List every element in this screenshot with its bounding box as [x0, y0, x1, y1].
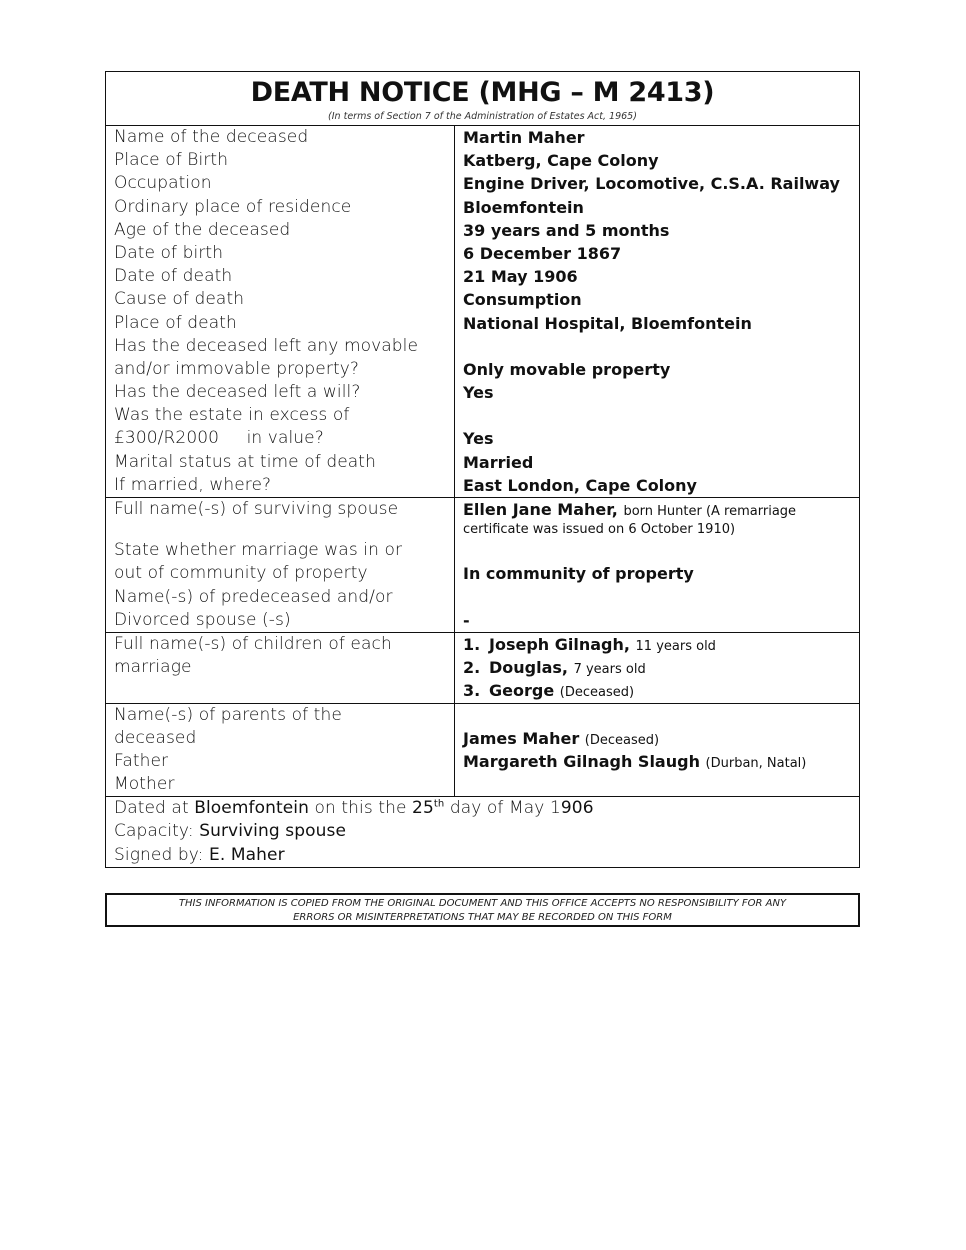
- spacer: [114, 679, 454, 702]
- field-label: Age of the deceased: [114, 219, 291, 240]
- field-value: Married: [463, 452, 534, 472]
- father-name: James Maher: [463, 728, 580, 748]
- disclaimer-line-1: THIS INFORMATION IS COPIED FROM THE ORIGINAL DOCUMENT AND THIS OFFICE ACCEPTS NO RESPONSIBILITY FOR ANY: [178, 898, 787, 909]
- field-label: Full name(-s) of children of each: [114, 633, 392, 654]
- death-notice-form: [105, 71, 860, 868]
- community-value: In community of property: [463, 564, 694, 584]
- field-value: [463, 773, 859, 796]
- disclaimer-box: [105, 893, 860, 927]
- spouse-name: Ellen Jane Maher,: [463, 500, 618, 519]
- dated-day: [412, 798, 444, 818]
- children-section: [106, 633, 859, 704]
- child-note: (Deceased): [559, 685, 635, 701]
- field-value: 6 December 1867: [463, 243, 622, 263]
- field-value: National Hospital, Bloemfontein: [463, 313, 752, 333]
- spouse-labels: [106, 498, 455, 632]
- dated-prefix: Dated at: [114, 798, 195, 819]
- field-value: [463, 404, 859, 427]
- signed-line: [114, 844, 859, 867]
- field-value: [463, 586, 859, 609]
- field-value: [463, 539, 859, 562]
- field-label: Cause of death: [114, 289, 245, 310]
- deceased-labels: [106, 126, 455, 497]
- child-note: 11 years old: [635, 638, 716, 654]
- field-label: Date of death: [114, 266, 233, 287]
- field-label: Has the deceased left a will?: [114, 382, 361, 403]
- mother-note: (Durban, Natal): [705, 755, 807, 771]
- field-label: Father: [114, 750, 169, 771]
- signature-block: [106, 797, 859, 867]
- field-label: £300/R2000 in value?: [114, 428, 324, 449]
- signed-value: E. Maher: [209, 844, 285, 865]
- mother-name: Margareth Gilnagh Slaugh: [463, 751, 700, 771]
- field-label: If married, where?: [114, 474, 272, 495]
- capacity-value: Surviving spouse: [199, 821, 347, 842]
- parents-values: [455, 704, 859, 797]
- field-label: Date of birth: [114, 242, 224, 263]
- field-value: Consumption: [463, 290, 582, 310]
- dated-line: [114, 797, 859, 820]
- field-label: marriage: [114, 657, 192, 678]
- field-label: Name(-s) of parents of the: [114, 704, 342, 725]
- child-item: [463, 633, 859, 656]
- children-values: [455, 633, 859, 703]
- father-note: (Deceased): [584, 732, 660, 748]
- field-label: Ordinary place of residence: [114, 196, 352, 217]
- child-name: Joseph Gilnagh,: [489, 634, 630, 654]
- field-value: Martin Maher: [463, 128, 585, 147]
- disclaimer-line-2: ERRORS OR MISINTERPRETATIONS THAT MAY BE RECORDED ON THIS FORM: [293, 912, 672, 923]
- field-label: Occupation: [114, 173, 212, 194]
- field-label: Full name(-s) of surviving spouse: [114, 499, 399, 519]
- child-item: [463, 679, 859, 702]
- field-label: Marital status at time of death: [114, 451, 376, 472]
- field-value: Bloemfontein: [463, 197, 584, 217]
- field-label: deceased: [114, 727, 197, 748]
- field-value: 39 years and 5 months: [463, 220, 670, 240]
- capacity-label: Capacity:: [114, 821, 200, 842]
- predeceased-value: -: [463, 610, 470, 630]
- field-value: [463, 704, 859, 727]
- children-labels: [106, 633, 455, 703]
- parents-section: [106, 704, 859, 798]
- page-subtitle: (In terms of Section 7 of the Administration of Estates Act, 1965): [328, 111, 637, 122]
- capacity-line: [114, 820, 859, 843]
- field-label: State whether marriage was in or: [114, 540, 403, 561]
- deceased-section: [106, 126, 859, 498]
- field-label: Name of the deceased: [114, 127, 309, 147]
- field-label: Divorced spouse (-s): [114, 609, 291, 630]
- field-label: Was the estate in excess of: [114, 405, 350, 426]
- dated-year: 906: [560, 798, 594, 819]
- field-value: East London, Cape Colony: [463, 475, 697, 495]
- dated-place: Bloemfontein: [194, 798, 310, 819]
- page-title: DEATH NOTICE (MHG – M 2413): [250, 77, 715, 108]
- child-name: Douglas,: [489, 658, 568, 678]
- child-note: 7 years old: [573, 662, 646, 678]
- field-value: [463, 335, 859, 358]
- signature-section: [106, 797, 859, 867]
- field-label: Has the deceased left any movable: [114, 335, 419, 356]
- child-number: 3.: [463, 681, 481, 701]
- child-item: [463, 656, 859, 679]
- father-value: [463, 727, 859, 750]
- spacer: [114, 521, 454, 539]
- deceased-values: [455, 126, 859, 497]
- title-block: [106, 72, 859, 126]
- field-value: 21 May 1906: [463, 267, 578, 287]
- dated-day-suffix: th: [433, 798, 445, 810]
- field-label: out of community of property: [114, 563, 368, 584]
- field-label: Place of death: [114, 312, 237, 333]
- field-value: Katberg, Cape Colony: [463, 151, 659, 171]
- dated-mid: on this the: [309, 798, 413, 819]
- dated-day-number: 25: [412, 798, 434, 819]
- field-value: Engine Driver, Locomotive, C.S.A. Railway: [463, 174, 840, 194]
- spouse-note: born Hunter (A remarriage: [623, 504, 797, 519]
- child-number: 1.: [463, 634, 481, 654]
- field-label: Mother: [114, 774, 175, 795]
- child-name: George: [489, 681, 555, 701]
- field-label: and/or immovable property?: [114, 358, 359, 379]
- spouse-section: [106, 498, 859, 633]
- signed-label: Signed by:: [114, 844, 209, 865]
- child-number: 2.: [463, 658, 481, 678]
- mother-value: [463, 750, 859, 773]
- spouse-values: [455, 498, 859, 632]
- field-value: Yes: [463, 383, 494, 403]
- spouse-name-line: [463, 498, 859, 521]
- parents-labels: [106, 704, 455, 797]
- field-label: Name(-s) of predeceased and/or: [114, 586, 393, 607]
- field-label: Place of Birth: [114, 150, 229, 171]
- field-value: Only movable property: [463, 359, 671, 379]
- field-value: Yes: [463, 429, 494, 449]
- spouse-note-continued: certificate was issued on 6 October 1910): [463, 522, 736, 538]
- dated-suffix: day of May 1: [444, 798, 561, 819]
